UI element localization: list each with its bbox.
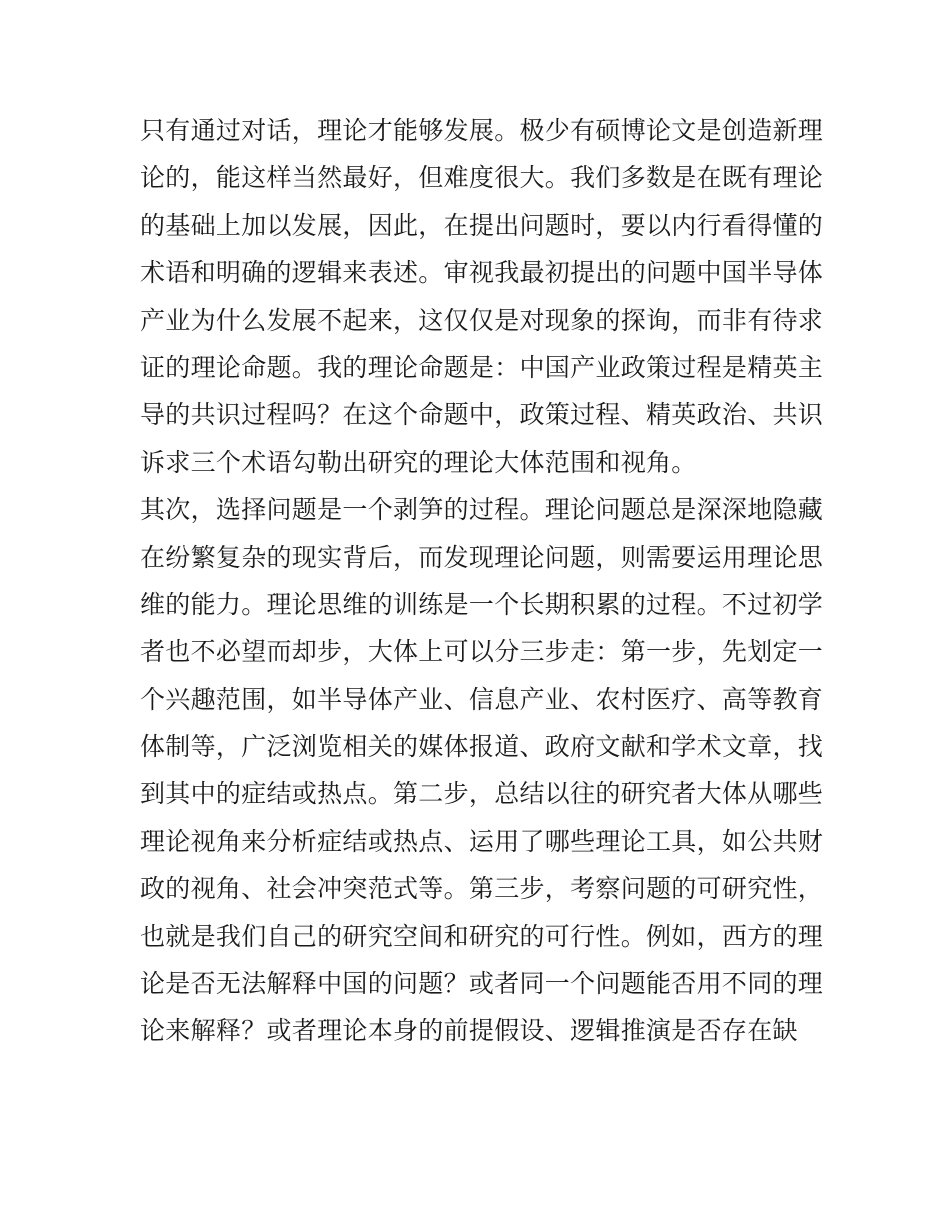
text-line: 诉求三个术语勾勒出研究的理论大体范围和视角。 xyxy=(140,447,697,477)
text-line: 维的能力。理论思维的训练是一个长期积累的过程。不过初学 xyxy=(140,589,824,619)
text-line: 术语和明确的逻辑来表述。审视我最初提出的问题中国半导体 xyxy=(140,258,824,288)
text-line: 到其中的症结或热点。第二步，总结以往的研究者大体从哪些 xyxy=(140,779,824,809)
text-line: 也就是我们自己的研究空间和研究的可行性。例如，西方的理 xyxy=(140,921,824,951)
text-line: 的基础上加以发展，因此，在提出问题时，要以内行看得懂的 xyxy=(140,210,824,240)
text-line: 在纷繁复杂的现实背后，而发现理论问题，则需要运用理论思 xyxy=(140,542,824,572)
text-line: 论是否无法解释中国的问题？或者同一个问题能否用不同的理 xyxy=(140,969,824,999)
text-line: 其次，选择问题是一个剥笋的过程。理论问题总是深深地隐藏 xyxy=(140,495,824,525)
text-line: 产业为什么发展不起来，这仅仅是对现象的探询，而非有待求 xyxy=(140,305,824,335)
text-line: 论的，能这样当然最好，但难度很大。我们多数是在既有理论 xyxy=(140,163,824,193)
text-line: 政的视角、社会冲突范式等。第三步，考察问题的可研究性， xyxy=(140,874,824,904)
text-line: 个兴趣范围，如半导体产业、信息产业、农村医疗、高等教育 xyxy=(140,684,824,714)
text-line: 体制等，广泛浏览相关的媒体报道、政府文献和学术文章，找 xyxy=(140,732,824,762)
text-line: 论来解释？或者理论本身的前提假设、逻辑推演是否存在缺 xyxy=(140,1016,798,1046)
body-text xyxy=(140,107,824,1055)
text-line: 者也不必望而却步，大体上可以分三步走：第一步，先划定一 xyxy=(140,637,824,667)
text-line: 证的理论命题。我的理论命题是：中国产业政策过程是精英主 xyxy=(140,352,824,382)
text-line: 理论视角来分析症结或热点、运用了哪些理论工具，如公共财 xyxy=(140,826,824,856)
text-line: 只有通过对话，理论才能够发展。极少有硕博论文是创造新理 xyxy=(140,116,824,145)
text-line: 导的共识过程吗？在这个命题中，政策过程、精英政治、共识 xyxy=(140,400,824,430)
